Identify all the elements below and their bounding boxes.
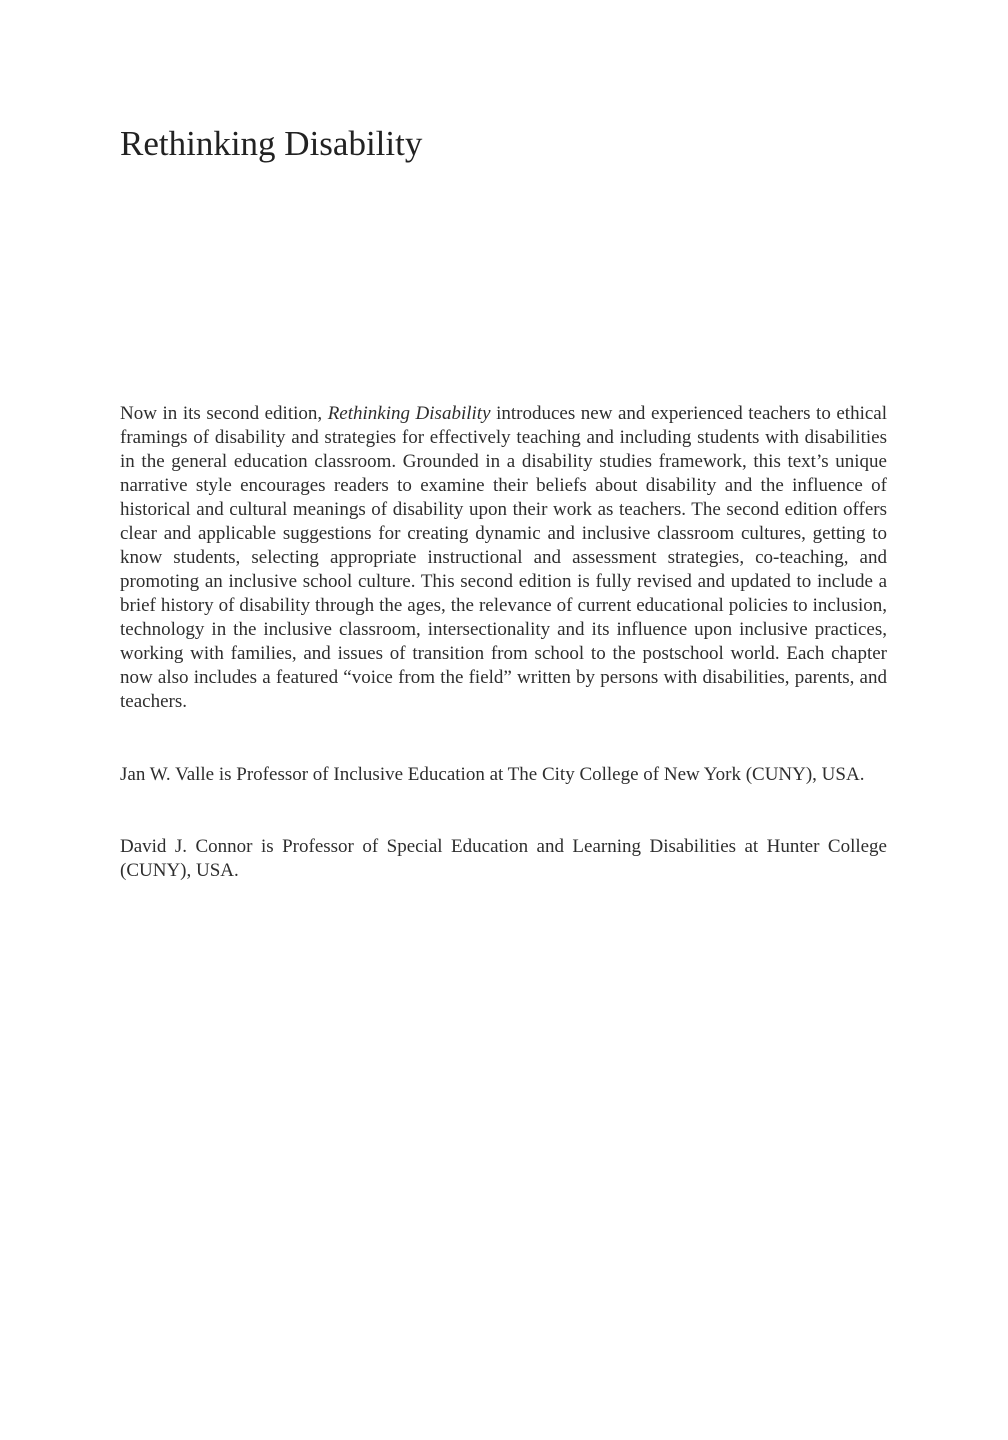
book-title: Rethinking Disability (120, 124, 423, 163)
author-bio-connor: David J. Connor is Professor of Special Education and Learning Disabilities at Hunter College (CUNY), USA. (120, 836, 887, 881)
description-intro: Now in its second edition, (120, 403, 328, 424)
author-bio-valle: Jan W. Valle is Professor of Inclusive Education at The City College of New York (CUNY), USA. (120, 764, 865, 785)
description-italic-title: Rethinking Disability (327, 403, 491, 424)
description-body: introduces new and experienced teachers to ethical framings of disability and strategies for effectively teaching and including students with disabilities in the general education classroom. Grounded in a disability studies framework, this text’s unique narrative style encourages readers to examine their beliefs about disability and the influence of historical and cultural meanings of disability upon their work as teachers. The second edition offers clear and applicable suggestions for creating dynamic and inclusive classroom cultures, getting to know students, selecting appropriate instructional and assessment strategies, co-teaching, and promoting an inclusive school culture. This second edition is fully revised and updated to include a brief history of disability through the ages, the relevance of current educational policies to inclusion, technology in the inclusive classroom, intersectionality and its influence upon inclusive practices, working with families, and issues of transition from school to the postschool world. Each chapter now also includes a featured “voice from the field” written by persons with disabilities, parents, and teachers. (120, 403, 888, 712)
book-description (120, 402, 887, 714)
